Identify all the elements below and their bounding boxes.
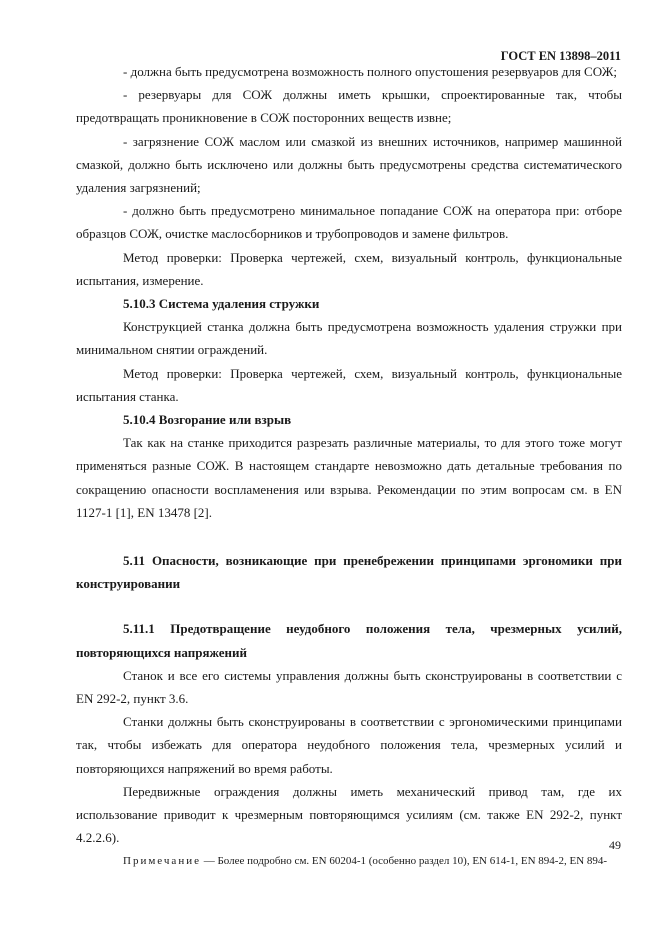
- paragraph: Метод проверки: Проверка чертежей, схем, визуальный контроль, функциональные испытания, измерение.: [76, 249, 622, 288]
- paragraph: Конструкцией станка должна быть предусмотрена возможность удаления стружки при минимальном снятии ограждений.: [76, 319, 622, 358]
- page-number: 49: [609, 838, 621, 852]
- document-body: [76, 60, 622, 873]
- section-heading-5-11-1: 5.11.1 Предотвращение неудобного положения тела, чрезмерных усилий, повторяющихся напряжений: [76, 621, 622, 660]
- paragraph: Передвижные ограждения должны иметь механический привод там, где их использование приводит к чрезмерным повторяющимся усилиям (см. также EN 292-2, пункт 4.2.2.6).: [76, 783, 622, 846]
- note-text: — Более подробно см. EN 60204-1 (особенно раздел 10), EN 614-1, EN 894-2, EN 894-: [203, 854, 608, 867]
- paragraph: - загрязнение СОЖ маслом или смазкой из внешних источников, например машинной смазкой, должно быть исключено или должны быть предусмотрены средства систематического удаления загрязнений;: [76, 133, 622, 196]
- section-heading-5-11: 5.11 Опасности, возникающие при пренебрежении принципами эргономики при конструировании: [76, 553, 622, 592]
- section-heading-5-10-4: 5.10.4 Возгорание или взрыв: [123, 412, 292, 428]
- paragraph: Станок и все его системы управления должны быть сконструированы в соответствии с EN 292-2, пункт 3.6.: [76, 667, 622, 707]
- paragraph: Станки должны быть сконструированы в соответствии с эргономическими принципами так, чтобы избежать для оператора неудобного положения тела, чрезмерных усилий и повторяющихся напряжений во время работы.: [76, 714, 622, 776]
- paragraph: - должна быть предусмотрена возможность полного опустошения резервуаров для СОЖ;: [123, 64, 618, 79]
- note: [76, 850, 622, 873]
- paragraph: - должно быть предусмотрено минимальное попадание СОЖ на оператора при: отборе образцов СОЖ, очистке маслосборников и трубопроводов и замене фильтров.: [76, 203, 622, 242]
- paragraph: Метод проверки: Проверка чертежей, схем, визуальный контроль, функциональные испытания станка.: [76, 365, 622, 404]
- note-label: Примечание: [123, 854, 201, 867]
- paragraph: - резервуары для СОЖ должны иметь крышки, спроектированные так, чтобы предотвращать проникновение в СОЖ посторонних веществ извне;: [76, 87, 622, 126]
- section-heading-5-10-3: 5.10.3 Система удаления стружки: [123, 296, 320, 312]
- standard-header: ГОСТ EN 13898–2011: [500, 49, 621, 63]
- paragraph: Так как на станке приходится разрезать различные материалы, то для этого тоже могут применяться разные СОЖ. В настоящем стандарте невозможно дать детальные требования по сокращению опасности воспламенения или взрыва. Рекомендации по этим вопросам см. в EN 1127-1 [1], EN 13478 [2].: [76, 435, 622, 520]
